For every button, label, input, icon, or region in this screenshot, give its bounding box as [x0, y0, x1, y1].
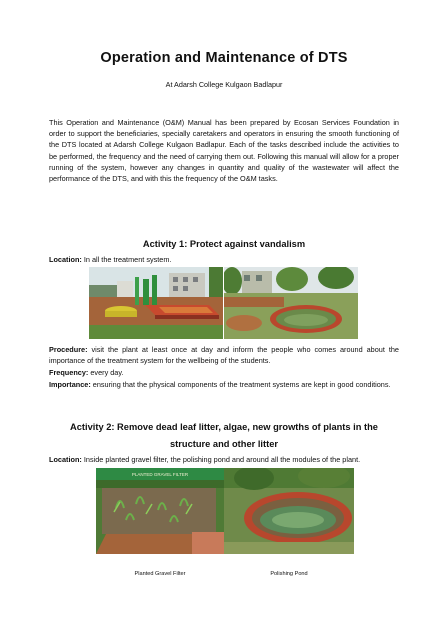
location-label: Location: [49, 255, 82, 264]
caption-polishing-pond: Polishing Pond [270, 571, 308, 577]
activity1-procedure [49, 344, 399, 366]
caption-planted-gravel-filter: Planted Gravel Filter [134, 571, 186, 577]
activity2-heading: Activity 2: Remove dead leaf litter, algae, new growths of plants in the structure and other litter [70, 422, 378, 449]
importance-label: Importance: [49, 380, 91, 389]
importance-text: ensuring that the physical components of the treatment systems are kept in good conditions. [90, 380, 391, 389]
activity1-heading: Activity 1: Protect against vandalism [142, 239, 306, 249]
frequency-label: Frequency: [49, 368, 89, 377]
document-subtitle: At Adarsh College Kulgaon Badlapur [165, 80, 283, 89]
location-label: Location: [49, 455, 82, 464]
photo-treatment-units [89, 267, 223, 339]
activity1-location [49, 254, 399, 265]
activity1-frequency [49, 367, 399, 378]
procedure-text: visit the plant at least once at day and inform the people who comes around about the importance of the treatment system for the wellbeing of the students. [49, 345, 399, 366]
document-title: Operation and Maintenance of DTS [100, 50, 348, 66]
frequency-text: every day. [88, 368, 124, 377]
photo-garden-pond [224, 267, 358, 339]
procedure-label: Procedure: [49, 345, 88, 354]
planted-gravel-filter-sign-text: PLANTED GRAVEL FILTER [131, 472, 189, 477]
photo-planted-gravel-filter [96, 468, 224, 554]
intro-paragraph: This Operation and Maintenance (O&M) Manual has been prepared by Ecosan Services Foundation in order to support the beneficiaries, specially caretakers and operators in ensuring the smooth functioning of the DTS located at Adarsh College Kulgaon Badlapur. Each of the tasks described include the activities to be performed, the frequency and the need of carrying them out. Following this manual will allow for a proper running of the system, however any changes in quantity and quality of the wastewater will affect the performance of the DTS, and with this the frequency of the O&M tasks. [49, 118, 399, 184]
activity1-importance [49, 379, 399, 390]
activity2-location [49, 454, 399, 465]
photo-polishing-pond [224, 468, 354, 554]
location-text: In all the treatment system. [81, 255, 172, 264]
location-text: Inside planted gravel filter, the polishing pond and around all the modules of the plant. [81, 455, 361, 464]
